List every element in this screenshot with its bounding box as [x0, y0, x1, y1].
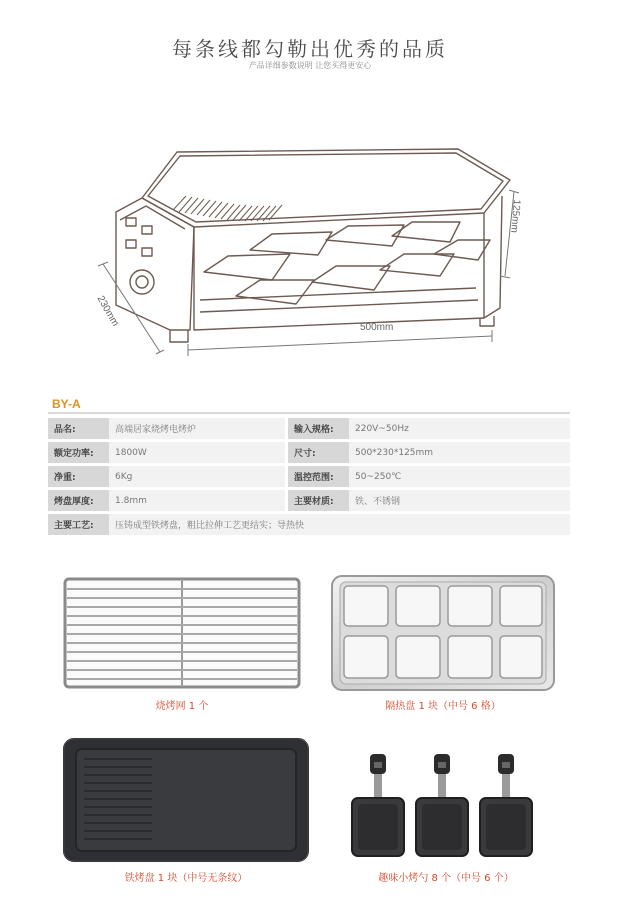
spec-key: 主要材质: [287, 489, 350, 513]
page-title: 每条线都勾勒出优秀的品质 [172, 37, 448, 61]
spec-key: 烤盘厚度: [48, 489, 109, 513]
caption-grill-rack: 烧烤网 1 个 [155, 701, 209, 712]
dimension-length: 500mm [360, 322, 394, 333]
model-label: BY-A [52, 397, 81, 411]
spec-key: 输入规格: [287, 418, 350, 441]
spec-value: 高端居家烧烤电烤炉 [109, 418, 287, 441]
grill-rack-image [62, 576, 302, 690]
spec-key: 尺寸: [287, 441, 350, 465]
spec-value: 6Kg [109, 465, 287, 489]
spec-key: 主要工艺: [48, 513, 109, 537]
caption-raclette-pans: 趣味小烤勺 8 个（中号 6 个） [378, 873, 514, 884]
spec-value: 50~250℃ [349, 465, 570, 489]
spec-key: 品名: [48, 418, 109, 441]
spec-table [48, 418, 570, 538]
spec-key: 净重: [48, 465, 109, 489]
insulation-tray-image [330, 574, 556, 692]
dimension-height: 125mm [508, 199, 522, 234]
raclette-pans-image [348, 752, 544, 864]
table-row [48, 513, 570, 537]
table-row [48, 441, 570, 465]
spec-value: 1.8mm [109, 489, 287, 513]
spec-value: 220V~50Hz [349, 418, 570, 441]
spec-value: 压铸成型铁烤盘，粗比拉伸工艺更结实；导热快 [109, 513, 570, 537]
table-row [48, 465, 570, 489]
spec-divider [48, 412, 570, 414]
spec-key: 额定功率: [48, 441, 109, 465]
spec-key: 温控范围: [287, 465, 350, 489]
caption-iron-griddle: 铁烤盘 1 块（中号无条纹） [124, 873, 248, 884]
page-subtitle: 产品详细参数说明 让您买得更安心 [248, 61, 372, 70]
table-row [48, 489, 570, 513]
caption-insulation-tray: 隔热盘 1 块（中号 6 格） [385, 701, 501, 712]
dimension-width: 230mm [94, 294, 121, 329]
spec-value: 500*230*125mm [349, 441, 570, 465]
grill-line-drawing [0, 0, 620, 380]
iron-griddle-image [62, 737, 310, 863]
spec-value: 铁、不锈钢 [349, 489, 570, 513]
spec-value: 1800W [109, 441, 287, 465]
table-row [48, 418, 570, 441]
